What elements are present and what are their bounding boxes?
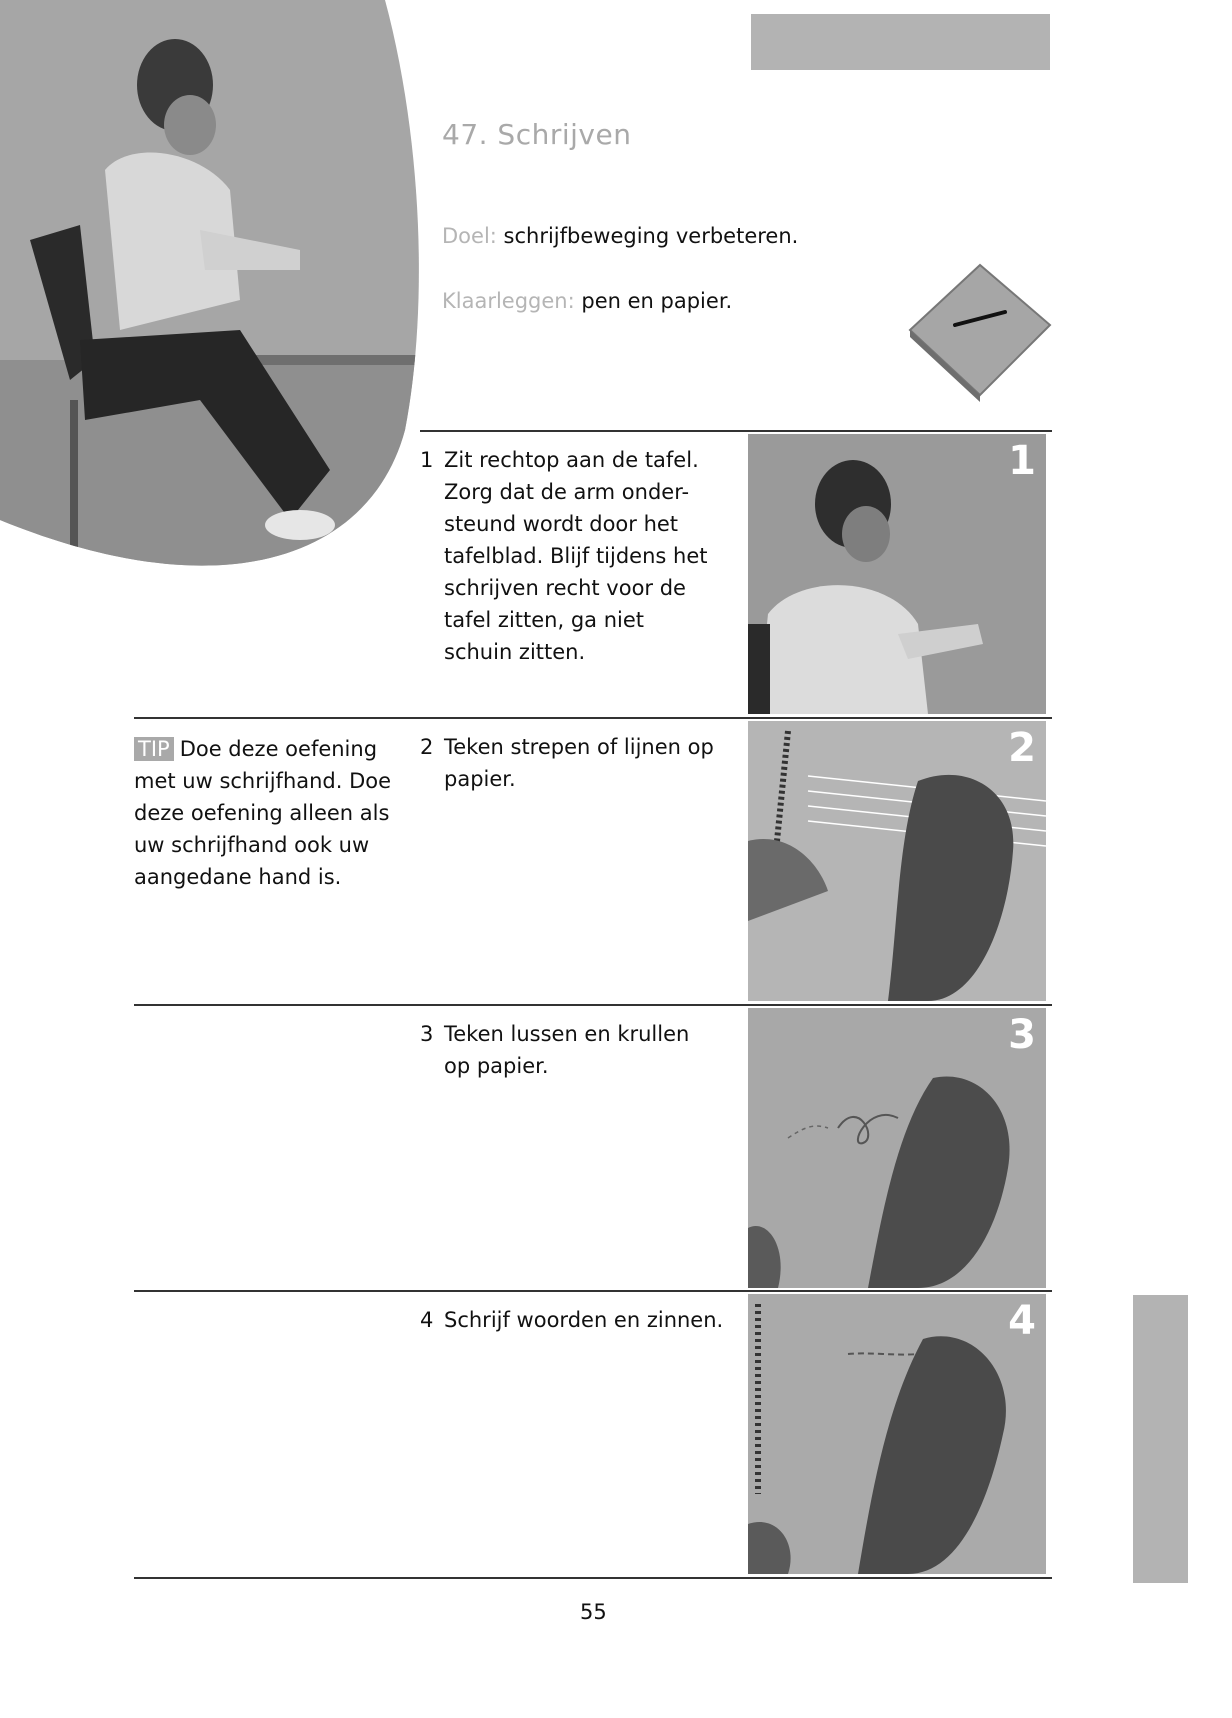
tip-text-first: Doe deze oefening xyxy=(179,737,378,761)
step-3-photo xyxy=(748,1008,1046,1288)
step-1-photo xyxy=(748,434,1046,714)
row-divider xyxy=(134,1577,1052,1579)
tip-box xyxy=(134,733,394,893)
step-number: 2 xyxy=(420,735,434,759)
page-number: 55 xyxy=(580,1600,607,1624)
row-divider xyxy=(134,717,1052,719)
step-2 xyxy=(420,731,720,811)
klaarleggen-line xyxy=(442,289,732,313)
row-divider xyxy=(134,1290,1052,1292)
step-4 xyxy=(420,1304,740,1344)
doel-line xyxy=(442,224,798,248)
step-text: Teken lussen en krullen op papier. xyxy=(444,1022,690,1078)
step-number: 3 xyxy=(420,1022,434,1046)
step-4-photo-label: 4 xyxy=(1008,1298,1036,1344)
notepad-with-pen-icon xyxy=(900,260,1060,410)
tip-text-rest: met uw schrijfhand. Doe deze oefening alleen als uw schrijfhand ook uw aangedane hand is. xyxy=(134,769,392,889)
tip-badge: TIP xyxy=(134,737,174,761)
chapter-grey-tab xyxy=(1133,1295,1188,1583)
doel-label: Doel: xyxy=(442,224,497,248)
step-2-photo xyxy=(748,721,1046,1001)
doel-value: schrijfbeweging verbeteren. xyxy=(503,224,799,248)
klaarleggen-label: Klaarleggen: xyxy=(442,289,575,313)
step-1 xyxy=(420,444,720,684)
row-divider xyxy=(134,1004,1052,1006)
klaarleggen-value: pen en papier. xyxy=(581,289,733,313)
step-text: Teken strepen of lijnen op papier. xyxy=(444,735,714,791)
exercise-title: 47. Schrijven xyxy=(442,118,632,151)
step-1-photo-label: 1 xyxy=(1008,438,1036,484)
step-2-photo-label: 2 xyxy=(1008,725,1036,771)
step-3 xyxy=(420,1018,720,1098)
header-grey-bar xyxy=(751,14,1050,70)
row-divider xyxy=(420,430,1052,432)
hero-photo xyxy=(0,0,440,600)
step-text: Zit rechtop aan de tafel. Zorg dat de arm onder-steund wordt door het tafelblad. Blijf tijdens het schrijven recht voor de tafel zitten, ga niet schuin zitten. xyxy=(444,448,708,664)
step-text: Schrijf woorden en zinnen. xyxy=(444,1308,724,1332)
step-number: 4 xyxy=(420,1308,434,1332)
step-4-photo xyxy=(748,1294,1046,1574)
step-number: 1 xyxy=(420,448,434,472)
step-3-photo-label: 3 xyxy=(1008,1012,1036,1058)
